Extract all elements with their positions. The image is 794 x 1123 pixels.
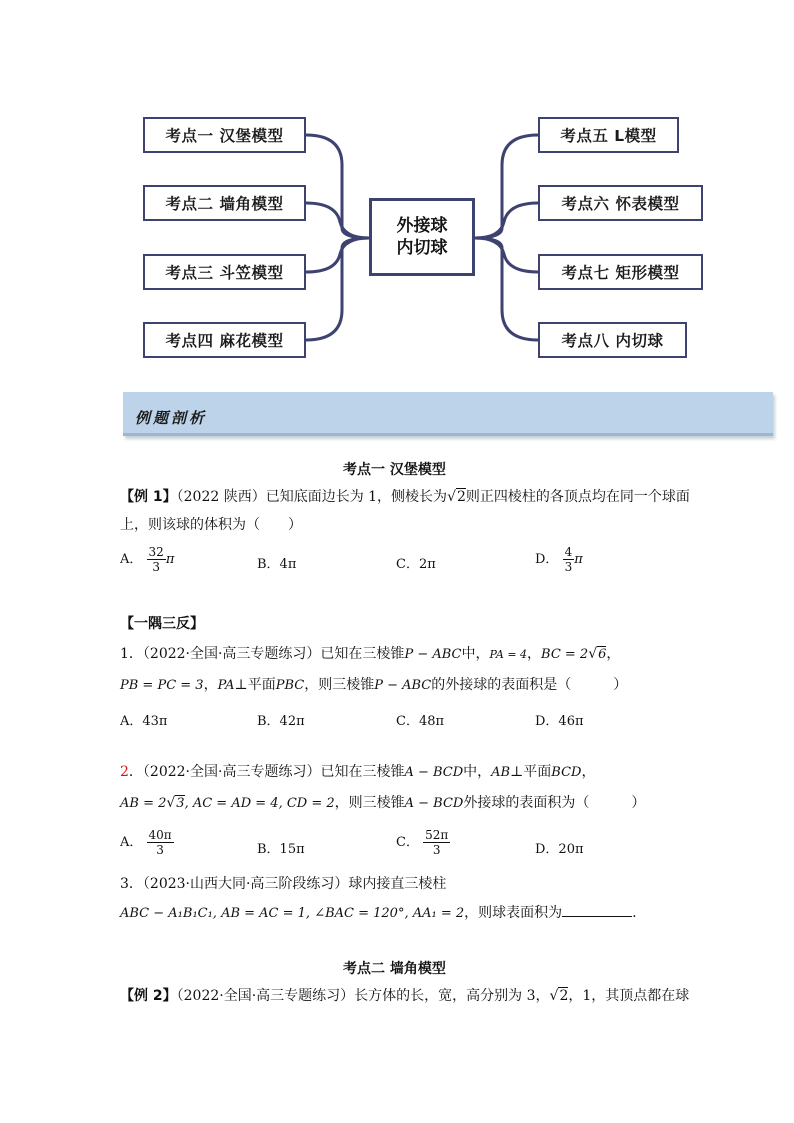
example2-text1: （2022·全国·高三专题练习）长方体的长，宽，高分别为 3， <box>176 988 550 1004</box>
mindmap-center-line2: 内切球 <box>396 238 448 258</box>
fraction-denominator: 3 <box>564 560 573 574</box>
example1-tag: 【例 1】 <box>120 489 177 505</box>
q1-text: 的外接球的表面积是（ ） <box>431 677 628 693</box>
q2-text: ， <box>581 764 596 780</box>
q1-option-b: B．42π <box>257 714 305 729</box>
option-a-label: A． <box>120 835 143 850</box>
q1-math: P − ABC <box>404 647 462 662</box>
option-d-label: D． <box>535 552 559 567</box>
connector-left-2 <box>306 203 369 238</box>
option-c-fraction <box>423 828 450 857</box>
q1-math: PA = 4 <box>489 648 528 661</box>
mindmap-node-left-1: 考点一 汉堡模型 <box>143 117 306 153</box>
q2-math: AB <box>491 765 511 780</box>
mindmap-node-right-3: 考点七 矩形模型 <box>538 254 703 290</box>
q2-sqrt: 3 <box>176 796 185 811</box>
option-a-fraction <box>147 828 174 857</box>
example1-option-b: B．4π <box>257 557 297 572</box>
example2-tag: 【例 2】 <box>120 988 177 1004</box>
q3-math: ABC − A₁B₁C₁, AB = AC = 1, ∠BAC = 120°, AA₁ = 2 <box>120 906 465 921</box>
q3-line1: 3．（2023·山西大同·高三阶段练习）球内接直三棱柱 <box>120 876 447 892</box>
section1-heading: 考点一 汉堡模型 <box>343 462 446 478</box>
mindmap-node-left-3: 考点三 斗笠模型 <box>143 254 306 290</box>
fraction-denominator: 3 <box>156 843 164 857</box>
mindmap-node-right-1: 考点五 L模型 <box>538 117 679 153</box>
q1-text: ， <box>606 646 621 662</box>
q2-text: 外接球的表面积为（ ） <box>463 795 646 811</box>
q2-text: ，则三棱锥 <box>334 795 405 811</box>
example1-text1: （2022 陕西）已知底面边长为 1，侧棱长为 <box>176 489 448 505</box>
connector-right-3 <box>475 238 538 272</box>
q1-text: 中， <box>461 646 490 662</box>
mindmap-center-node <box>369 198 475 276</box>
q2-math: AB = 2 <box>120 796 167 811</box>
q1-math: BC = 2 <box>541 647 589 662</box>
example1-option-c: C．2π <box>396 557 436 572</box>
q1-text: ， <box>203 677 218 693</box>
q2-option-d: D．20π <box>535 842 584 857</box>
option-a-pi: π <box>165 552 175 567</box>
q1-line2 <box>120 675 627 696</box>
q1-math: PA <box>217 678 235 693</box>
q2-math: A − BCD <box>404 765 464 780</box>
q3-text: ，则球表面积为 <box>464 905 563 921</box>
example2-sqrt: 2 <box>559 988 569 1004</box>
q2-text: 中， <box>463 764 492 780</box>
fraction-denominator: 3 <box>432 843 441 857</box>
mindmap-node-left-2: 考点二 墙角模型 <box>143 185 306 221</box>
section-banner: 例题剖析 <box>123 392 773 436</box>
q1-option-c: C．48π <box>396 714 445 729</box>
connector-right-2 <box>475 203 538 238</box>
q2-option-c <box>396 828 450 857</box>
option-d-pi: π <box>574 552 583 567</box>
q2-line1 <box>120 762 595 783</box>
practice-title: 【一隅三反】 <box>120 616 204 632</box>
fraction-numerator: 32 <box>148 545 164 559</box>
option-a-fraction <box>147 545 166 574</box>
example2-line1: 【例 2】（2022·全国·高三专题练习）长方体的长，宽，高分别为 3，√2，1，其顶点都在球 <box>120 988 690 1004</box>
q3-text: . <box>632 905 637 921</box>
answer-blank[interactable] <box>562 902 632 917</box>
q2-text: ．（2022·全国·高三专题练习）已知在三棱锥 <box>128 764 405 780</box>
q2-text: ⊥平面 <box>510 764 552 780</box>
example2-text2: ，1，其顶点都在球 <box>568 988 690 1004</box>
example1-line1: 【例 1】（2022 陕西）已知底面边长为 1，侧棱长为√2则正四棱柱的各顶点均在同一个球面 <box>120 489 690 505</box>
q2-math: BCD <box>551 765 582 780</box>
q2-option-a <box>120 828 174 857</box>
connector-left-1 <box>306 135 369 238</box>
example1-text2: 则正四棱柱的各顶点均在同一个球面 <box>465 489 690 505</box>
q2-option-b: B．15π <box>257 842 305 857</box>
example1-option-d <box>535 545 583 574</box>
q2-math: A − BCD <box>404 796 464 811</box>
example1-line2: 上，则该球的体积为（ ） <box>120 517 302 533</box>
q1-line1: 1．（2022·全国·高三专题练习）已知在三棱锥P − ABC中，PA = 4，BC = 2√6， <box>120 646 621 662</box>
fraction-numerator: 52π <box>425 828 449 842</box>
q1-math: PBC <box>275 678 305 693</box>
q3-line2 <box>120 902 637 924</box>
q2-line2: AB = 2√3, AC = AD = 4, CD = 2，则三棱锥A − BCD外接球的表面积为（ ） <box>120 795 646 811</box>
q1-text: ⊥平面 <box>234 677 276 693</box>
mindmap-node-left-4: 考点四 麻花模型 <box>143 322 306 358</box>
section2-heading: 考点二 墙角模型 <box>343 961 446 977</box>
q1-sqrt: 6 <box>598 647 607 662</box>
fraction-denominator: 3 <box>152 560 160 574</box>
q1-option-d: D．46π <box>535 714 584 729</box>
connector-left-4 <box>306 238 369 340</box>
q2-math: , AC = AD = 4, CD = 2 <box>184 796 335 811</box>
fraction-numerator: 4 <box>564 545 573 559</box>
connector-left-3 <box>306 238 369 272</box>
option-c-label: C． <box>396 835 419 850</box>
q1-text: ，则三棱锥 <box>304 677 375 693</box>
mindmap-node-right-2: 考点六 怀表模型 <box>538 185 703 221</box>
mindmap-node-right-4: 考点八 内切球 <box>538 322 687 358</box>
option-a-label: A． <box>120 552 143 567</box>
connector-right-4 <box>475 238 538 340</box>
q1-math: P − ABC <box>374 678 432 693</box>
connector-right-1 <box>475 135 538 238</box>
q1-math: PB = PC = 3 <box>120 678 204 693</box>
example1-option-a <box>120 545 174 574</box>
q1-text: 1．（2022·全国·高三专题练习）已知在三棱锥 <box>120 646 405 662</box>
q1-option-a: A．43π <box>120 714 168 729</box>
example1-sqrt: 2 <box>456 489 466 505</box>
option-d-fraction <box>563 545 575 574</box>
q1-text: ， <box>527 646 542 662</box>
q2-number: 2 <box>120 764 129 780</box>
mindmap-center-line1: 外接球 <box>396 216 448 236</box>
fraction-numerator: 40π <box>148 828 172 842</box>
